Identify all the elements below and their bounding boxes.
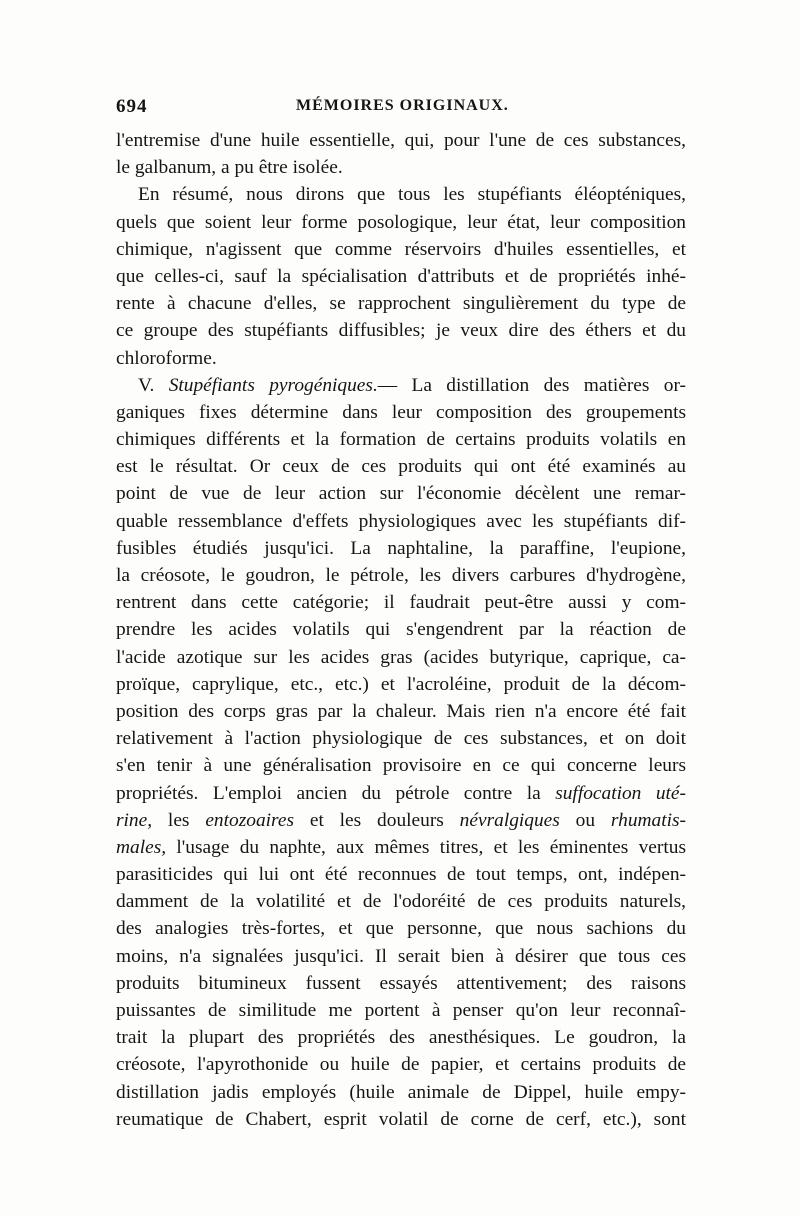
- text-line: [116, 1051, 686, 1078]
- text-run: l'usage du naphte, aux mêmes titres, et les éminentes vertus: [166, 836, 686, 858]
- text-run: quable ressemblance d'effets physiologiques avec les stupéfiants dif-: [116, 510, 686, 532]
- text-line: [116, 807, 686, 834]
- text-run: chimiques différents et la formation de certains produits volatils en: [116, 429, 686, 451]
- text-line: [116, 943, 686, 970]
- text-line: [116, 1079, 686, 1106]
- text-run: parasiticides qui lui ont été reconnues de tout temps, ont, indépen-: [116, 864, 686, 886]
- text-run: trait la plupart des propriétés des anesthésiques. Le goudron, la: [116, 1027, 686, 1049]
- text-line: [116, 372, 686, 399]
- text-run: moins, n'a signalées jusqu'ici. Il serait bien à désirer que tous ces: [116, 945, 686, 967]
- text-run: créosote, l'apyrothonide ou huile de papier, et certains produits de: [116, 1054, 686, 1076]
- text-line: [116, 698, 686, 725]
- text-run: est le résultat. Or ceux de ces produits qui ont été examinés au: [116, 456, 686, 478]
- text-run: l'acide azotique sur les acides gras (acides butyrique, caprique, ca-: [116, 646, 686, 668]
- italic-text: Stupéfiants pyrogéniques.: [168, 374, 378, 396]
- text-run: relativement à l'action physiologique de ces substances, et on doit: [116, 728, 686, 750]
- text-run: En résumé, nous dirons que tous les stupéfiants éléopténiques,: [138, 184, 686, 206]
- text-run: quels que soient leur forme posologique, leur état, leur composition: [116, 211, 686, 233]
- text-line: [116, 263, 686, 290]
- text-run: produits bitumineux fussent essayés attentivement; des raisons: [116, 972, 686, 994]
- text-line: [116, 345, 686, 372]
- text-line: [116, 834, 686, 861]
- page-number: 694: [116, 96, 148, 117]
- text-line: [116, 589, 686, 616]
- text-line: [116, 644, 686, 671]
- text-line: [116, 997, 686, 1024]
- text-line: [116, 317, 686, 344]
- italic-text: rine,: [116, 809, 153, 831]
- text-run: — La distillation des matières or-: [377, 374, 686, 396]
- text-line: [116, 399, 686, 426]
- text-run: chimique, n'agissent que comme réservoirs d'huiles essentielles, et: [116, 238, 686, 260]
- italic-text: males,: [116, 836, 167, 858]
- italic-text: entozoaires: [205, 809, 294, 831]
- text-run: les: [152, 809, 206, 831]
- text-line: [116, 915, 686, 942]
- text-line: [116, 209, 686, 236]
- text-line: [116, 508, 686, 535]
- text-line: [116, 480, 686, 507]
- text-run: puissantes de similitude me portent à penser qu'on leur reconnaî-: [116, 1000, 686, 1021]
- text-line: [116, 780, 686, 807]
- text-run: distillation jadis employés (huile animale de Dippel, huile empy-: [116, 1081, 686, 1103]
- text-run: rentrent dans cette catégorie; il faudrait peut-être aussi y com-: [116, 592, 686, 614]
- text-run: ganiques fixes détermine dans leur composition des groupements: [116, 401, 686, 423]
- text-run: le galbanum, a pu être isolée.: [116, 157, 343, 179]
- text-run: position des corps gras par la chaleur. Mais rien n'a encore été fait: [116, 700, 686, 722]
- text-run: des analogies très-fortes, et que personne, que nous sachions du: [116, 918, 686, 940]
- text-line: [116, 426, 686, 453]
- italic-text: névralgiques: [459, 809, 560, 831]
- text-run: l'entremise d'une huile essentielle, qui, pour l'une de ces substances,: [116, 130, 686, 151]
- text-line: [116, 154, 686, 181]
- text-run: proïque, caprylique, etc., etc.) et l'acroléine, produit de la décom-: [116, 673, 686, 695]
- text-line: [116, 236, 686, 263]
- text-line: [116, 453, 686, 480]
- text-line: [116, 970, 686, 997]
- text-run: damment de la volatilité et de l'odoréité de ces produits naturels,: [116, 891, 686, 913]
- italic-text: suffocation uté-: [555, 782, 686, 804]
- text-line: [116, 861, 686, 888]
- text-line: [116, 1024, 686, 1051]
- text-run: propriétés. L'emploi ancien du pétrole contre la: [116, 782, 556, 804]
- italic-text: rhumatis-: [610, 809, 686, 831]
- text-run: s'en tenir à une généralisation provisoire en ce qui concerne leurs: [116, 755, 686, 777]
- text-run: ou: [559, 809, 611, 831]
- text-line: [116, 127, 686, 154]
- text-run: V.: [138, 374, 169, 396]
- text-run: reumatique de Chabert, esprit volatil de corne de cerf, etc.), sont: [116, 1108, 686, 1130]
- text-line: [116, 562, 686, 589]
- text-line: [116, 1106, 686, 1133]
- running-head: [116, 96, 686, 126]
- text-run: ce groupe des stupéfiants diffusibles; je veux dire des éthers et du: [116, 320, 686, 342]
- text-run: que celles-ci, sauf la spécialisation d'attributs et de propriétés inhé-: [116, 265, 686, 287]
- text-line: [116, 290, 686, 317]
- text-line: [116, 671, 686, 698]
- running-title: MÉMOIRES ORIGINAUX.: [296, 97, 509, 114]
- text-run: point de vue de leur action sur l'économie décèlent une remar-: [116, 483, 686, 505]
- text-line: [116, 616, 686, 643]
- text-line: [116, 752, 686, 779]
- text-line: [116, 181, 686, 208]
- text-run: prendre les acides volatils qui s'engendrent par la réaction de: [116, 619, 686, 641]
- text-line: [116, 725, 686, 752]
- text-run: la créosote, le goudron, le pétrole, les divers carbures d'hydrogène,: [116, 565, 686, 586]
- text-line: [116, 888, 686, 915]
- text-run: fusibles étudiés jusqu'ici. La naphtaline, la paraffine, l'eupione,: [116, 537, 686, 559]
- body-text: [116, 127, 686, 1133]
- text-run: rente à chacune d'elles, se rapprochent singulièrement du type de: [116, 293, 686, 315]
- text-run: chloroforme.: [116, 347, 217, 369]
- text-line: [116, 535, 686, 562]
- text-run: et les douleurs: [294, 809, 460, 831]
